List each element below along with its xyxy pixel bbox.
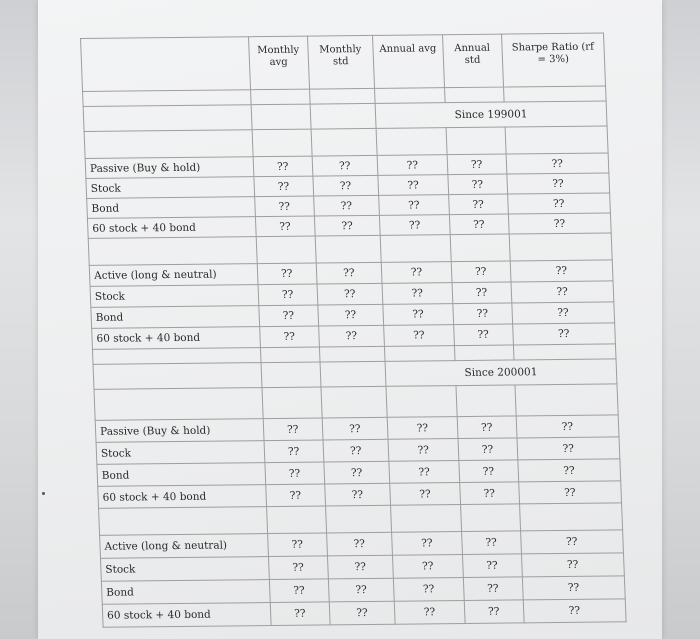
cell-value: ??: [516, 415, 619, 438]
cell-value: ??: [458, 438, 518, 461]
cell-value: ??: [265, 484, 325, 507]
header-label-cell: [81, 37, 251, 92]
row-label: Bond: [101, 580, 270, 605]
row-label: Stock: [96, 441, 265, 465]
cell-value: ??: [451, 261, 511, 283]
header-annual-std: Annual std: [442, 34, 503, 88]
row-label: Stock: [90, 285, 259, 308]
cell-value: ??: [506, 173, 609, 194]
header-sharpe-ratio: Sharpe Ratio (rf = 3%): [501, 33, 605, 87]
cell-value: ??: [388, 439, 459, 462]
cell-value: ??: [523, 599, 626, 623]
cell-value: ??: [255, 216, 315, 237]
cell-value: ??: [317, 283, 383, 305]
cell-value: ??: [323, 461, 389, 484]
cell-value: ??: [327, 555, 393, 579]
results-table: [80, 33, 627, 628]
row-label: 60 stock + 40 bond: [98, 485, 267, 509]
cell-value: ??: [265, 462, 325, 485]
cell-value: ??: [392, 555, 463, 579]
cell-value: ??: [449, 214, 509, 235]
row-label: 60 stock + 40 bond: [87, 217, 256, 239]
row-label: Stock: [100, 557, 269, 582]
header-annual-avg: Annual avg: [372, 35, 444, 89]
cell-value: ??: [506, 153, 609, 174]
cell-value: ??: [270, 602, 330, 626]
cell-value: ??: [390, 483, 461, 506]
cell-value: ??: [382, 283, 453, 305]
cell-value: ??: [381, 262, 452, 284]
row-label: Bond: [97, 463, 266, 487]
cell-value: ??: [521, 553, 624, 577]
cell-value: ??: [268, 556, 328, 580]
cell-value: ??: [510, 260, 613, 282]
cell-value: ??: [254, 176, 314, 197]
cell-value: ??: [453, 303, 513, 325]
cell-value: ??: [258, 284, 318, 306]
cell-value: ??: [259, 326, 319, 348]
cell-value: ??: [324, 483, 390, 506]
cell-value: ??: [518, 481, 621, 504]
cell-value: ??: [313, 195, 379, 216]
header-monthly-avg: Monthly avg: [248, 36, 309, 90]
cell-value: ??: [461, 531, 521, 555]
cell-value: ??: [312, 175, 378, 196]
cell-value: ??: [257, 263, 317, 285]
cell-value: ??: [512, 323, 615, 345]
cell-value: ??: [379, 215, 449, 236]
row-label: Active (long & neutral): [100, 534, 269, 559]
cell-value: ??: [459, 460, 519, 483]
cell-value: ??: [269, 579, 329, 603]
cell-value: ??: [314, 215, 380, 236]
cell-value: ??: [267, 533, 327, 557]
cell-value: ??: [322, 417, 388, 440]
cell-value: ??: [463, 577, 523, 601]
cell-value: ??: [328, 578, 394, 602]
table-row: [102, 599, 626, 627]
cell-value: ??: [329, 601, 395, 625]
cell-value: ??: [448, 194, 508, 215]
cell-value: ??: [378, 175, 448, 196]
cell-value: ??: [393, 578, 464, 602]
cell-value: ??: [511, 302, 614, 324]
cell-value: ??: [318, 325, 384, 347]
cell-value: ??: [453, 324, 513, 346]
period-label-2000: Since 200001: [385, 359, 617, 386]
cell-value: ??: [522, 576, 625, 600]
row-label: Passive (Buy & hold): [85, 157, 254, 179]
cell-value: ??: [511, 281, 614, 303]
row-label: Passive (Buy & hold): [95, 419, 264, 443]
cell-value: ??: [259, 305, 319, 327]
cell-value: ??: [326, 532, 392, 556]
cell-value: ??: [263, 418, 323, 441]
cell-value: ??: [457, 416, 517, 439]
row-label: Stock: [86, 177, 255, 199]
row-label: Active (long & neutral): [89, 264, 258, 287]
row-label: 60 stock + 40 bond: [102, 603, 271, 628]
cell-value: ??: [462, 554, 522, 578]
row-label: Bond: [91, 306, 260, 329]
cell-value: ??: [447, 154, 507, 175]
cell-value: ??: [377, 155, 447, 176]
cell-value: ??: [394, 601, 465, 625]
cell-value: ??: [317, 304, 383, 326]
cell-value: ??: [383, 304, 454, 326]
cell-value: ??: [316, 262, 382, 284]
cell-value: ??: [448, 174, 508, 195]
cell-value: ??: [264, 440, 324, 463]
row-label: Bond: [87, 197, 256, 219]
ink-dot: [42, 492, 45, 495]
results-table-wrapper: [80, 33, 627, 628]
cell-value: ??: [452, 282, 512, 304]
cell-value: ??: [323, 439, 389, 462]
cell-value: ??: [387, 417, 458, 440]
cell-value: ??: [384, 325, 455, 347]
cell-value: ??: [254, 196, 314, 217]
cell-value: ??: [508, 213, 611, 234]
period-label-1990: Since 199001: [375, 101, 607, 128]
header-row: [81, 33, 606, 91]
cell-value: ??: [520, 530, 623, 554]
cell-value: ??: [517, 459, 620, 482]
row-label: 60 stock + 40 bond: [92, 327, 261, 350]
cell-value: ??: [392, 532, 463, 556]
cell-value: ??: [312, 155, 378, 176]
cell-value: ??: [517, 437, 620, 460]
cell-value: ??: [464, 600, 524, 624]
cell-value: ??: [459, 482, 519, 505]
cell-value: ??: [379, 195, 449, 216]
cell-value: ??: [507, 193, 610, 214]
cell-value: ??: [389, 461, 460, 484]
header-monthly-std: Monthly std: [307, 35, 374, 89]
cell-value: ??: [253, 156, 313, 177]
